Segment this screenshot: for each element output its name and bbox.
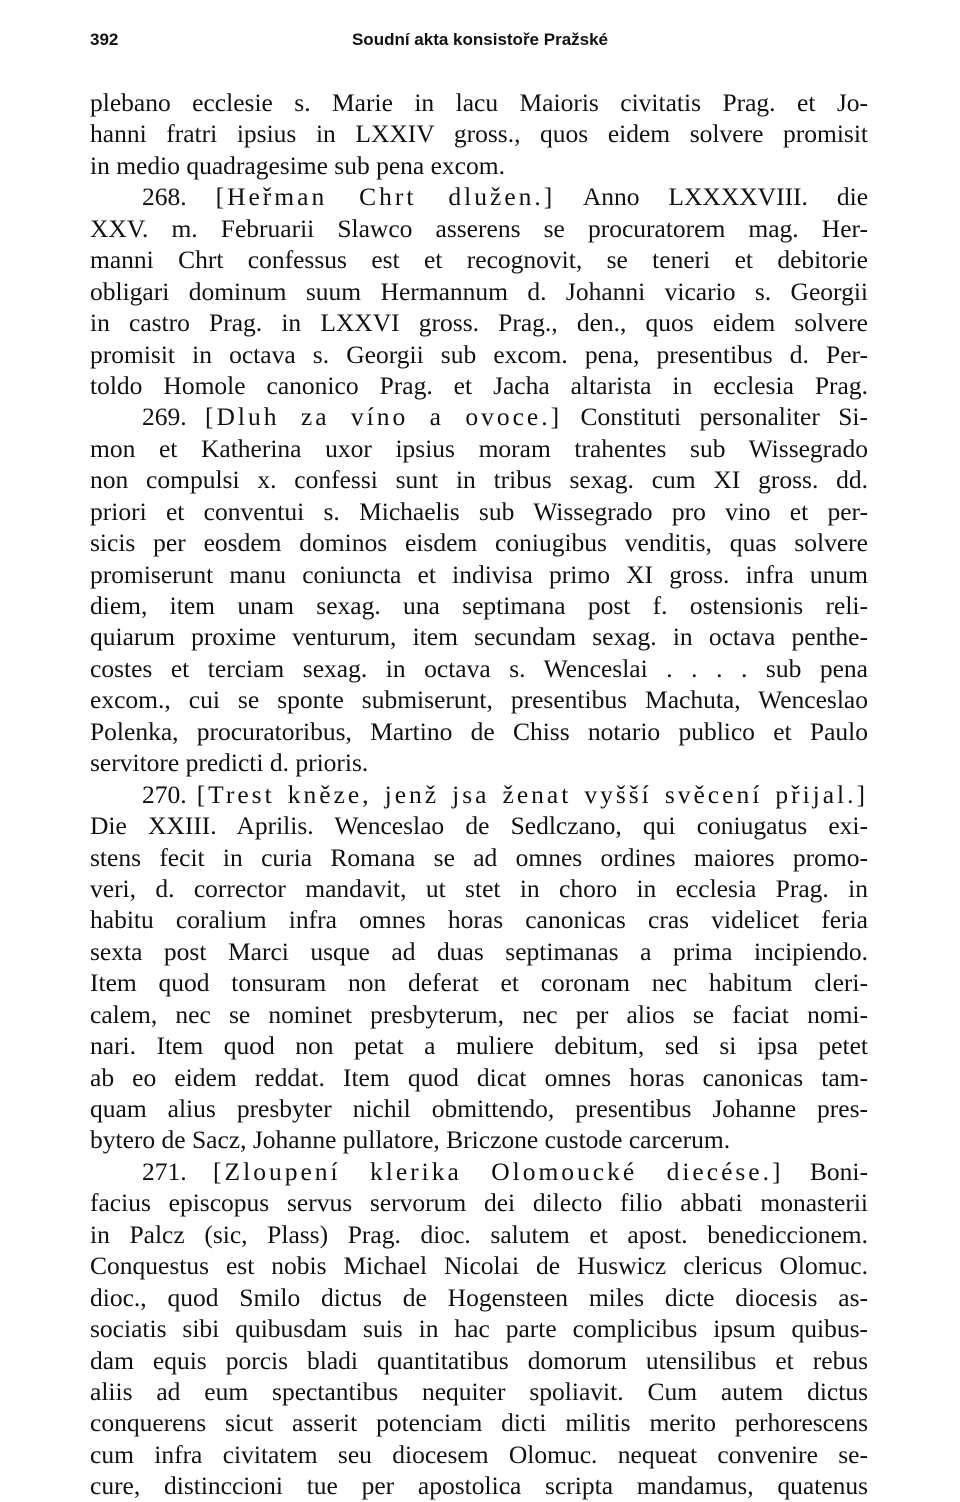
entry-number: 271. xyxy=(142,1156,187,1186)
text-line: hanni fratri ipsius in LXXIV gross., quos eidem solvere promisit xyxy=(90,119,868,149)
text-line: Boni- xyxy=(809,1156,869,1186)
text-line: manni Chrt confessus est et recognovit, se teneri et debitorie xyxy=(90,245,868,275)
text-line: Polenka, procuratoribus, Martino de Chiss notario publico et Paulo xyxy=(90,716,868,746)
entry-268-first-line xyxy=(90,181,868,212)
text-line: promisit in octava s. Georgii sub excom. pena, presentibus d. Per- xyxy=(90,339,868,369)
page-number: 392 xyxy=(90,30,119,49)
running-header xyxy=(90,30,870,54)
text-line: conquerens sicut asserit potenciam dicti militis merito perhorescens xyxy=(90,1408,868,1438)
text-line: facius episcopus servus servorum dei dilecto filio abbati monasterii xyxy=(90,1188,868,1218)
entry-heading: [Heřman Chrt dlužen.] xyxy=(215,182,556,212)
text-line: Die XXIII. Aprilis. Wenceslao de Sedlczano, qui coniugatus exi- xyxy=(90,811,868,841)
body-text xyxy=(90,87,868,1502)
text-line: in castro Prag. in LXXVI gross. Prag., den., quos eidem solvere xyxy=(90,308,868,338)
text-line: Constituti personaliter Si- xyxy=(580,402,869,432)
text-line: mon et Katherina uxor ipsius moram trahentes sub Wissegrado xyxy=(90,433,868,463)
text-line: promiserunt manu coniuncta et indivisa primo XI gross. infra unum xyxy=(90,559,868,589)
text-line: XXV. m. Februarii Slawco asserens se procuratorem mag. Her- xyxy=(90,213,868,243)
text-line: Item quod tonsuram non deferat et coronam nec habitum cleri- xyxy=(90,968,868,998)
entry-heading: [Trest kněze, jenž jsa ženat vyšší svěcení přijal.] xyxy=(196,779,869,809)
text-line: in medio quadragesime sub pena excom. xyxy=(90,150,505,180)
text-line: calem, nec se nominet presbyterum, nec per alios se faciat nomi- xyxy=(90,999,868,1029)
text-line: excom., cui se sponte submiserunt, presentibus Machuta, Wenceslao xyxy=(90,685,868,715)
running-title: Soudní akta konsistoře Pražské xyxy=(351,30,609,49)
text-line: priori et conventui s. Michaelis sub Wissegrado pro vino et per- xyxy=(90,496,868,526)
text-line: in Palcz (sic, Plass) Prag. dioc. salutem et apost. benediccionem. xyxy=(90,1219,868,1249)
text-line: quam alius presbyter nichil obmittendo, presentibus Johanne pres- xyxy=(90,1094,868,1123)
text-line: obligari dominum suum Hermannum d. Johanni vicario s. Georgii xyxy=(90,276,868,306)
text-line: plebano ecclesie s. Marie in lacu Maioris civitatis Prag. et Jo- xyxy=(90,88,868,117)
text-line: Anno LXXXXVIII. die xyxy=(582,182,869,212)
entry-heading: [Dluh za víno a ovoce.] xyxy=(205,402,563,432)
text-line: ab eo eidem reddat. Item quod dicat omnes horas canonicas tam- xyxy=(90,1062,868,1092)
text-line: sociatis sibi quibusdam suis in hac parte complicibus ipsum quibus- xyxy=(90,1314,868,1344)
entry-270-heading-line xyxy=(90,779,868,810)
text-line: nari. Item quod non petat a muliere debitum, sed si ipsa petet xyxy=(90,1031,868,1061)
text-line: habitu coralium infra omnes horas canonicas cras videlicet feria xyxy=(90,905,868,935)
entry-number: 270. xyxy=(142,779,187,809)
text-line: veri, d. corrector mandavit, ut stet in choro in ecclesia Prag. in xyxy=(90,873,868,903)
text-line: bytero de Sacz, Johanne pullatore, Briczone custode carcerum. xyxy=(90,1125,731,1155)
text-line: quiarum proxime venturum, item secundam sexag. in octava penthe- xyxy=(90,622,868,652)
text-line: dam equis porcis bladi quantitatibus domorum utensilibus et rebus xyxy=(90,1345,868,1375)
text-line: cum infra civitatem seu diocesem Olomuc. nequeat convenire se- xyxy=(90,1439,868,1469)
text-line: stens fecit in curia Romana se ad omnes ordines maiores promo- xyxy=(90,842,868,872)
text-line: Conquestus est nobis Michael Nicolai de Huswicz clericus Olomuc. xyxy=(90,1251,868,1281)
entry-271-first-line xyxy=(90,1156,868,1187)
text-line: non compulsi x. confessi sunt in tribus sexag. cum XI gross. dd. xyxy=(90,465,868,495)
text-line: servitore predicti d. prioris. xyxy=(90,748,369,778)
text-line: diem, item unam sexag. una septimana post f. ostensionis reli- xyxy=(90,591,868,620)
text-line: sicis per eosdem dominos eisdem coniugibus venditis, quas solvere xyxy=(90,528,868,558)
entry-269-first-line xyxy=(90,401,868,432)
entry-heading: [Zloupení klerika Olomoucké diecése.] xyxy=(213,1156,784,1186)
text-line: dioc., quod Smilo dictus de Hogensteen miles dicte diocesis as- xyxy=(90,1282,868,1312)
text-line: costes et terciam sexag. in octava s. Wenceslai . . . . sub pena xyxy=(90,653,868,683)
text-line: aliis ad eum spectantibus nequiter spoliavit. Cum autem dictus xyxy=(90,1376,868,1406)
entry-number: 268. xyxy=(142,182,187,212)
text-line: toldo Homole canonico Prag. et Jacha altarista in ecclesia Prag. xyxy=(90,370,868,400)
entry-number: 269. xyxy=(142,402,187,432)
text-line: sexta post Marci usque ad duas septimanas a prima incipiendo. xyxy=(90,936,868,966)
text-line: cure, distinccioni tue per apostolica scripta mandamus, quatenus xyxy=(90,1471,868,1501)
